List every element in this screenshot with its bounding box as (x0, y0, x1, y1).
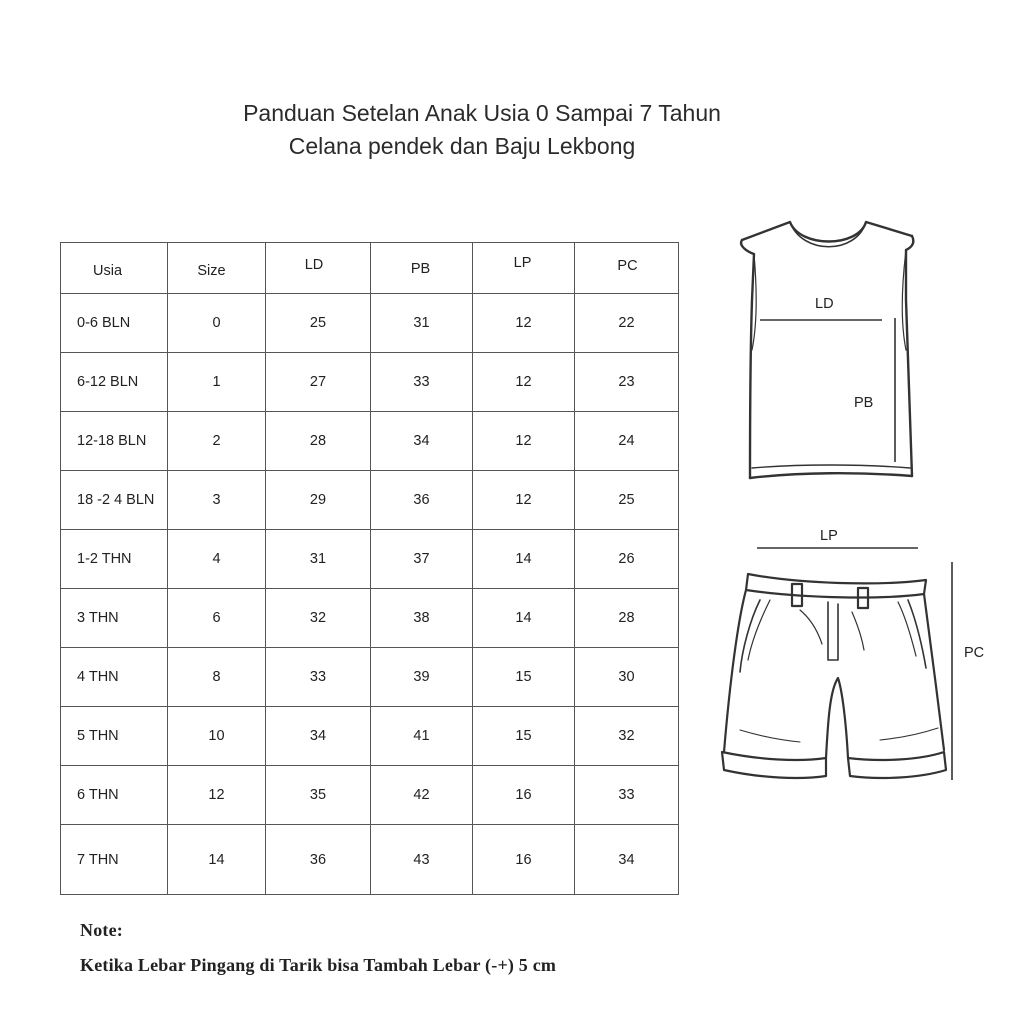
cell-ld: 27 (266, 353, 371, 412)
cell-pb: 31 (371, 294, 473, 353)
cell-usia: 12-18 BLN (61, 412, 168, 471)
cell-size: 0 (168, 294, 266, 353)
cell-pc: 25 (575, 471, 679, 530)
cell-usia: 7 THN (61, 825, 168, 895)
cell-size: 8 (168, 648, 266, 707)
cell-size: 14 (168, 825, 266, 895)
cell-ld: 31 (266, 530, 371, 589)
cell-size: 2 (168, 412, 266, 471)
column-header-size: Size (168, 243, 266, 294)
lp-dimension-label: LP (820, 528, 838, 544)
cell-ld: 32 (266, 589, 371, 648)
column-header-pc: PC (575, 243, 679, 294)
cell-ld: 35 (266, 766, 371, 825)
cell-size: 4 (168, 530, 266, 589)
pb-dimension-label: PB (854, 395, 874, 411)
page-title: Panduan Setelan Anak Usia 0 Sampai 7 Tahun (243, 100, 721, 126)
cell-lp: 15 (473, 707, 575, 766)
cell-ld: 29 (266, 471, 371, 530)
cell-size: 1 (168, 353, 266, 412)
cell-ld: 25 (266, 294, 371, 353)
cell-ld: 28 (266, 412, 371, 471)
cell-usia: 3 THN (61, 589, 168, 648)
cell-usia: 4 THN (61, 648, 168, 707)
cell-usia: 0-6 BLN (61, 294, 168, 353)
page-subtitle: Celana pendek dan Baju Lekbong (288, 133, 636, 159)
cell-lp: 14 (473, 530, 575, 589)
cell-ld: 34 (266, 707, 371, 766)
cell-pb: 33 (371, 353, 473, 412)
column-header-usia: Usia (61, 243, 168, 294)
cell-lp: 15 (473, 648, 575, 707)
cell-usia: 1-2 THN (61, 530, 168, 589)
cell-lp: 16 (473, 825, 575, 895)
cell-pb: 36 (371, 471, 473, 530)
cell-pc: 23 (575, 353, 679, 412)
cell-size: 10 (168, 707, 266, 766)
cell-pc: 24 (575, 412, 679, 471)
ld-dimension-label: LD (815, 296, 834, 312)
cell-usia: 6-12 BLN (61, 353, 168, 412)
note-heading: Note: (80, 920, 123, 940)
cell-pb: 34 (371, 412, 473, 471)
cell-pb: 41 (371, 707, 473, 766)
cell-pc: 30 (575, 648, 679, 707)
cell-pc: 32 (575, 707, 679, 766)
cell-lp: 12 (473, 353, 575, 412)
cell-size: 3 (168, 471, 266, 530)
cell-lp: 12 (473, 412, 575, 471)
cell-pb: 38 (371, 589, 473, 648)
cell-pc: 34 (575, 825, 679, 895)
cell-lp: 12 (473, 471, 575, 530)
cell-pc: 26 (575, 530, 679, 589)
cell-lp: 12 (473, 294, 575, 353)
column-header-ld: LD (266, 243, 371, 294)
column-header-pb: PB (371, 243, 473, 294)
cell-usia: 18 -2 4 BLN (61, 471, 168, 530)
cell-pb: 43 (371, 825, 473, 895)
cell-lp: 16 (473, 766, 575, 825)
cell-size: 12 (168, 766, 266, 825)
cell-pb: 39 (371, 648, 473, 707)
note-text: Ketika Lebar Pingang di Tarik bisa Tambah Lebar (-+) 5 cm (80, 955, 557, 975)
pc-dimension-label: PC (964, 645, 985, 661)
cell-pb: 42 (371, 766, 473, 825)
cell-pb: 37 (371, 530, 473, 589)
cell-size: 6 (168, 589, 266, 648)
cell-ld: 33 (266, 648, 371, 707)
cell-pc: 22 (575, 294, 679, 353)
cell-usia: 5 THN (61, 707, 168, 766)
column-header-lp: LP (473, 243, 575, 294)
cell-pc: 33 (575, 766, 679, 825)
cell-pc: 28 (575, 589, 679, 648)
cell-lp: 14 (473, 589, 575, 648)
cell-usia: 6 THN (61, 766, 168, 825)
cell-ld: 36 (266, 825, 371, 895)
